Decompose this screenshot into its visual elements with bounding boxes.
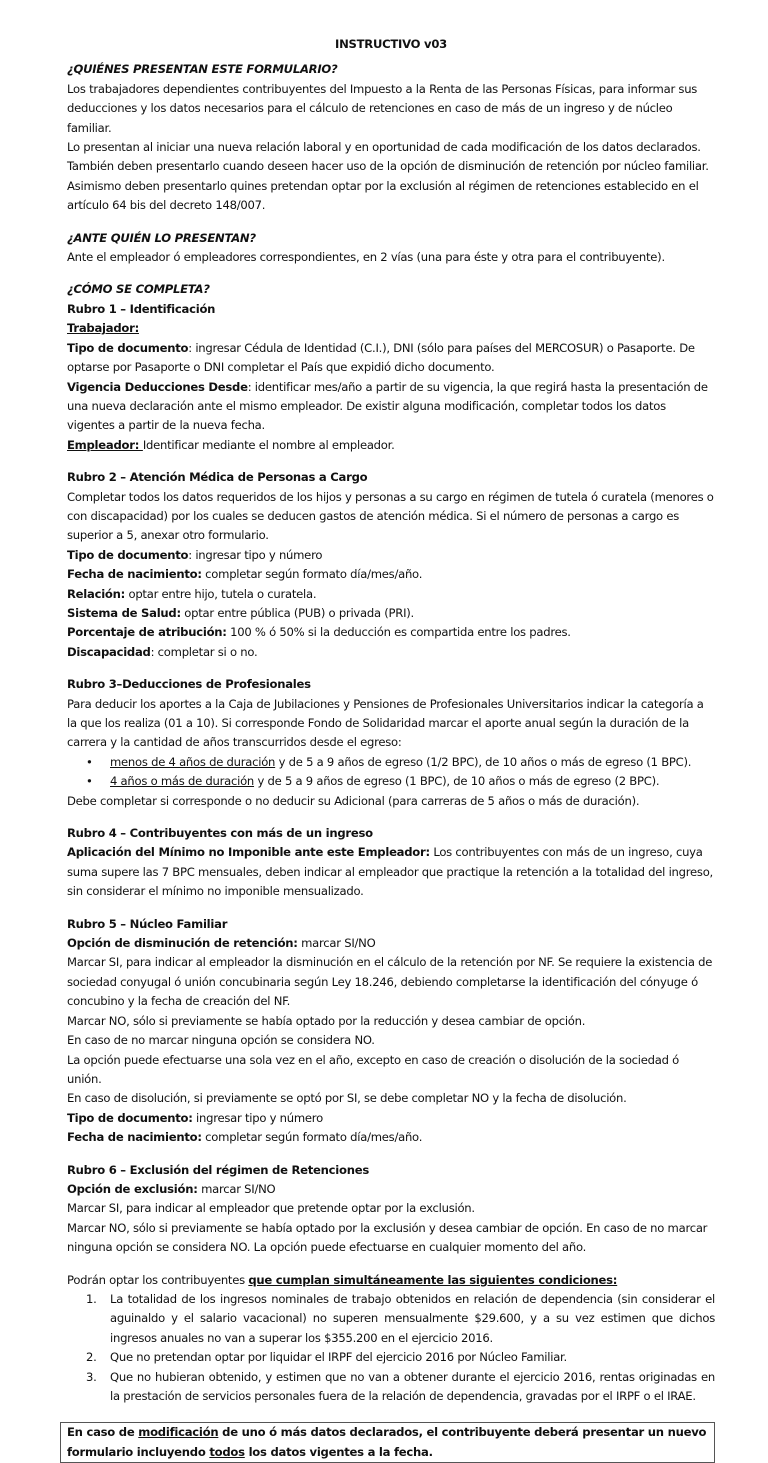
emphasized-text: que cumplan simultáneamente las siguientes condiciones: <box>248 1272 618 1287</box>
emphasized-text: Discapacidad <box>67 644 151 659</box>
paragraph <box>67 565 715 584</box>
text-run: Marcar NO, sólo si previamente se había optado por la exclusión y desea cambiar de opción. En caso de no marcar ninguna opción se considera NO. La opción puede efectuarse en cualquier momento del año. <box>67 1220 708 1255</box>
text-run: marcar SI/NO <box>297 936 376 951</box>
bullet-marker: • <box>86 754 93 769</box>
text-run: Lo presentan al iniciar una nueva relación laboral y en oportunidad de cada modificación de los datos declarados. <box>67 140 701 155</box>
text-run: Los contribuyentes con más de un ingreso, cuya suma supere las 7 BPC mensuales, deben indicar al empleador que practique la retención a la totalidad del ingreso, sin considerar el mínimo no imponible mensualizado. <box>67 845 713 899</box>
text-run: Marcar SI, para indicar al empleador la disminución en el cálculo de la retención por NF. Se requiere la existencia de sociedad conyugal ó unión concubinaria según Ley 18.246, debiendo completarse la identificación del cónyuge ó concubino y la fecha de creación del NF. <box>67 955 713 1009</box>
paragraph <box>67 643 715 662</box>
paragraph <box>67 1109 715 1128</box>
text-run: y de 5 a 9 años de egreso (1/2 BPC), de 10 años o más de egreso (1 BPC). <box>275 754 692 769</box>
paragraph <box>67 1199 715 1218</box>
paragraph <box>67 585 715 604</box>
paragraph <box>67 792 715 811</box>
paragraph <box>67 1012 715 1031</box>
numbered-item <box>67 1290 715 1348</box>
text-run: : ingresar Cédula de Identidad (C.I.), DNI (sólo para países del MERCOSUR) o Pasaporte. De optarse por Pasaporte o DNI completar el País que expidió dicho documento. <box>67 340 695 375</box>
rubro-heading <box>67 300 715 319</box>
paragraph <box>67 80 715 138</box>
text-run: Rubro 5 – Núcleo Familiar <box>67 916 228 931</box>
bullet-item <box>67 772 715 791</box>
emphasized-text: Porcentaje de atribución: <box>67 625 227 640</box>
emphasized-text: Aplicación del Mínimo no Imponible ante este Empleador: <box>67 845 430 860</box>
paragraph <box>67 319 715 338</box>
text-run: y de 5 a 9 años de egreso (1 BPC), de 10 años o más de egreso (2 BPC). <box>254 774 660 789</box>
numbered-item <box>67 1368 715 1407</box>
emphasized-text: Trabajador: <box>67 321 139 336</box>
numbered-item <box>67 1348 715 1367</box>
text-run: Rubro 4 – Contribuyentes con más de un ingreso <box>67 826 373 841</box>
text-run: Rubro 6 – Exclusión del régimen de Retenciones <box>67 1162 370 1177</box>
text-run: Ante el empleador ó empleadores correspondientes, en 2 vías (una para éste y otra para el contribuyente). <box>67 250 665 265</box>
paragraph <box>67 436 715 455</box>
paragraph <box>67 1180 715 1199</box>
document-title: INSTRUCTIVO v03 <box>335 37 447 51</box>
emphasized-text: menos de 4 años de duración <box>110 754 276 769</box>
section-question-heading <box>67 280 715 299</box>
bullet-item <box>67 753 715 772</box>
text-run: Podrán optar los contribuyentes <box>67 1272 249 1287</box>
rubro-heading <box>67 1161 715 1180</box>
text-run: Marcar SI, para indicar al empleador que pretende optar por la exclusión. <box>67 1201 475 1216</box>
paragraph <box>67 1031 715 1050</box>
section-question-heading <box>67 229 715 248</box>
paragraph <box>67 339 715 378</box>
text-run: marcar SI/NO <box>197 1181 276 1196</box>
text-run: ¿CÓMO SE COMPLETA? <box>67 282 210 297</box>
text-run: : identificar mes/año a partir de su vigencia, la que regirá hasta la presentación de una nueva declaración ante el mismo empleador. De existir alguna modificación, completar todos los datos vigentes a partir de la nueva fecha. <box>67 379 708 433</box>
text-run: Debe completar si corresponde o no deducir su Adicional (para carreras de 5 años o más de duración). <box>67 793 640 808</box>
paragraph <box>67 623 715 642</box>
text-run: En caso de disolución, si previamente se optó por SI, se debe completar NO y la fecha de disolución. <box>67 1091 627 1106</box>
paragraph <box>67 1051 715 1090</box>
text-run: optar entre hijo, tutela o curatela. <box>125 586 317 601</box>
paragraph <box>67 378 715 436</box>
rubro-heading <box>67 468 715 487</box>
paragraph <box>67 488 715 546</box>
paragraph <box>67 1271 715 1290</box>
text-run: completar según formato día/mes/año. <box>201 567 423 582</box>
text-run: 100 % ó 50% si la deducción es compartida entre los padres. <box>226 625 571 640</box>
text-run: Los trabajadores dependientes contribuyentes del Impuesto a la Renta de las Personas Físicas, para informar sus deducciones y los datos necesarios para el cálculo de retenciones en caso de más de un ingreso y de núcleo familiar. <box>67 81 698 135</box>
text-run: : ingresar tipo y número <box>188 547 323 562</box>
notice-box <box>60 1422 715 1463</box>
text-run: Rubro 3–Deducciones de Profesionales <box>67 677 311 692</box>
emphasized-text: 4 años o más de duración <box>110 774 255 789</box>
emphasized-text: Tipo de documento <box>67 547 189 562</box>
text-run: En caso de no marcar ninguna opción se considera NO. <box>67 1033 375 1048</box>
emphasized-text: Sistema de Salud: <box>67 605 181 620</box>
list-number: 1. <box>86 1291 97 1306</box>
text-run: La opción puede efectuarse una sola vez en el año, excepto en caso de creación o disolución de la sociedad ó unión. <box>67 1052 680 1086</box>
paragraph <box>67 248 715 267</box>
text-run: ingresar tipo y número <box>192 1110 323 1125</box>
text-run: En caso de <box>67 1425 139 1440</box>
paragraph <box>67 695 715 753</box>
emphasized-text: Empleador: <box>67 437 143 452</box>
instructions-document <box>67 35 715 1463</box>
paragraph <box>67 157 715 176</box>
emphasized-text: Vigencia Deducciones Desde <box>67 379 248 394</box>
text-run: Asimismo deben presentarlo quines pretendan optar por la exclusión al régimen de retenciones establecido en el artículo 64 bis del decreto 148/007. <box>67 178 699 213</box>
text-run: Identificar mediante el nombre al empleador. <box>142 437 395 452</box>
emphasized-text: Tipo de documento <box>67 340 189 355</box>
paragraph <box>67 604 715 623</box>
paragraph <box>67 1128 715 1147</box>
emphasized-text: Fecha de nacimiento: <box>67 567 202 582</box>
emphasized-text: Relación: <box>67 586 126 601</box>
text-run: : completar si o no. <box>150 644 258 659</box>
emphasized-text: Fecha de nacimiento: <box>67 1130 202 1145</box>
bullet-marker: • <box>86 774 93 789</box>
text-run: Para deducir los aportes a la Caja de Jubilaciones y Pensiones de Profesionales Universitarios indicar la categoría a la que los realiza (01 a 10). Si corresponde Fondo de Solidaridad marcar el aporte anual según la duración de la carrera y la cantidad de años transcurridos desde el egreso: <box>67 696 704 750</box>
paragraph <box>67 177 715 216</box>
text-run: completar según formato día/mes/año. <box>201 1130 423 1145</box>
paragraph <box>67 138 715 157</box>
emphasized-text: modificación <box>138 1425 219 1440</box>
section-question-heading <box>67 60 715 79</box>
rubro-heading <box>67 915 715 934</box>
paragraph <box>67 1089 715 1108</box>
emphasized-text: todos <box>209 1444 245 1459</box>
text-run: optar entre pública (PUB) o privada (PRI). <box>180 605 414 620</box>
list-number: 3. <box>86 1369 97 1384</box>
text-run: Rubro 2 – Atención Médica de Personas a Cargo <box>67 470 368 485</box>
text-run: de uno ó más datos declarados, el contribuyente deberá presentar un nuevo formulario incluyendo <box>67 1425 707 1459</box>
text-run: los datos vigentes a la fecha. <box>244 1444 433 1459</box>
rubro-heading <box>67 675 715 694</box>
emphasized-text: Opción de exclusión: <box>67 1181 198 1196</box>
paragraph <box>67 953 715 1011</box>
text-run: ¿QUIÉNES PRESENTAN ESTE FORMULARIO? <box>67 62 338 77</box>
text-run: Marcar NO, sólo si previamente se había optado por la reducción y desea cambiar de opción. <box>67 1013 586 1028</box>
paragraph <box>67 843 715 901</box>
list-number: 2. <box>86 1350 97 1365</box>
text-run: También deben presentarlo cuando deseen hacer uso de la opción de disminución de retención por núcleo familiar. <box>67 159 709 174</box>
text-run: Completar todos los datos requeridos de los hijos y personas a su cargo en régimen de tutela ó curatela (menores o con discapacidad) por los cuales se deducen gastos de atención médica. Si el número de personas a cargo es superior a 5, anexar otro formulario. <box>67 489 714 543</box>
text-run: Que no pretendan optar por liquidar el IRPF del ejercicio 2016 por Núcleo Familiar. <box>110 1350 567 1365</box>
text-run: Que no hubieran obtenido, y estimen que no van a obtener durante el ejercicio 2016, rentas originadas en la prestación de servicios personales fuera de la relación de dependencia, gravadas por el IRPF o el IRAE. <box>110 1369 715 1403</box>
emphasized-text: Opción de disminución de retención: <box>67 936 298 951</box>
rubro-heading <box>67 824 715 843</box>
emphasized-text: Tipo de documento: <box>67 1110 193 1125</box>
text-run: ¿ANTE QUIÉN LO PRESENTAN? <box>67 230 256 245</box>
paragraph <box>67 934 715 953</box>
text-run: La totalidad de los ingresos nominales de trabajo obtenidos en relación de dependencia (sin considerar el aguinaldo y el salario vacacional) no superen mensualmente $29.600, y a su vez estimen que dichos ingresos anuales no van a superar los $355.200 en el ejercicio 2016. <box>110 1291 715 1345</box>
text-run: Rubro 1 – Identificación <box>67 301 216 316</box>
document-body <box>67 60 715 1463</box>
paragraph <box>67 546 715 565</box>
paragraph <box>67 1219 715 1258</box>
